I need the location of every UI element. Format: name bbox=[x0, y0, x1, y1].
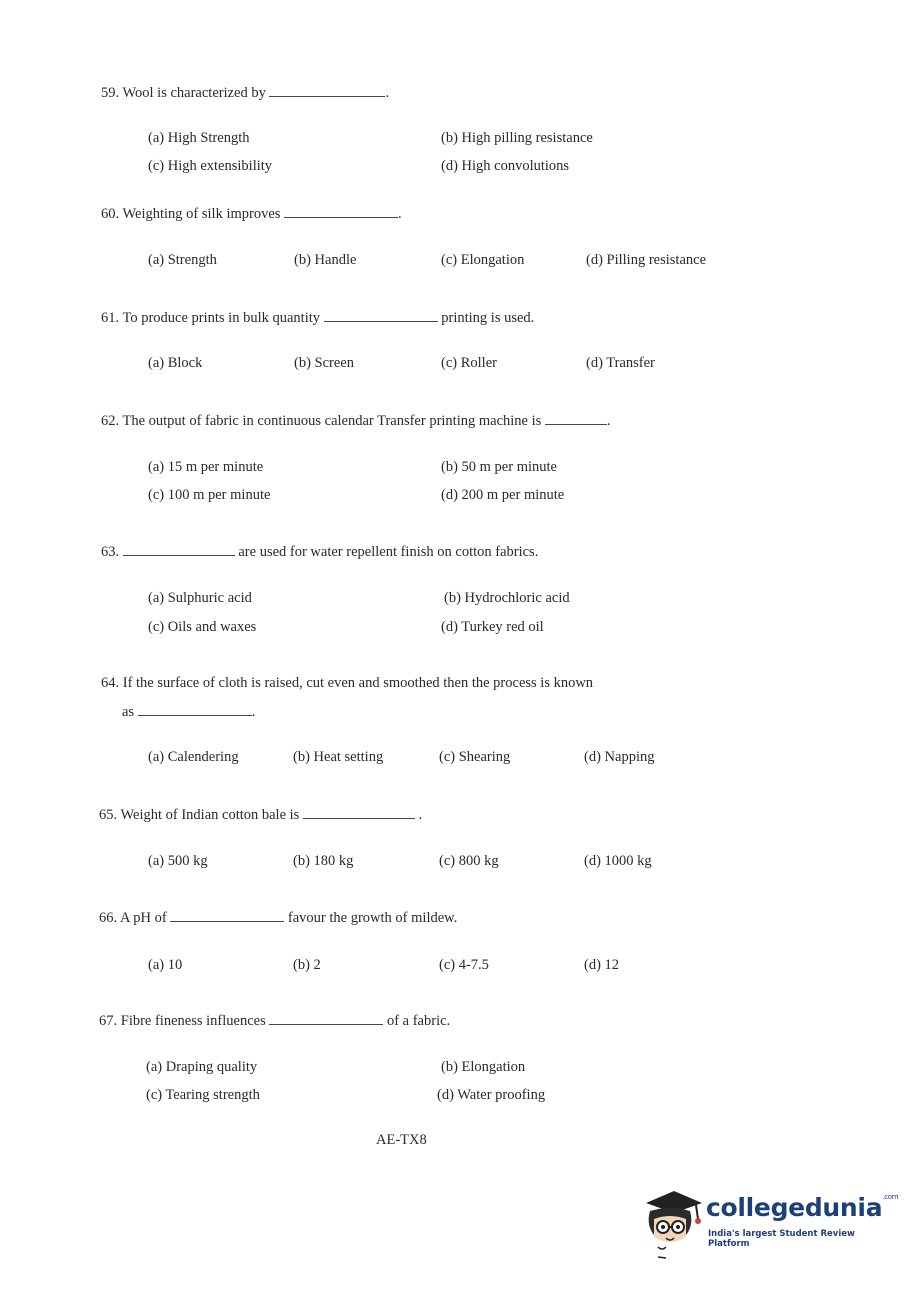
question-62-stem: 62. The output of fabric in continuous calendar Transfer printing machine is . bbox=[101, 413, 611, 429]
question-63-option-a: (a) Sulphuric acid bbox=[148, 590, 252, 606]
logo-tagline: India's largest Student Review Platform bbox=[708, 1229, 855, 1249]
question-62-option-c: (c) 100 m per minute bbox=[148, 487, 271, 503]
question-65-stem: 65. Weight of Indian cotton bale is . bbox=[99, 807, 423, 823]
question-66-option-c: (c) 4-7.5 bbox=[439, 957, 489, 973]
logo-wordmark: collegedunia bbox=[706, 1193, 883, 1222]
question-59-option-c: (c) High extensibility bbox=[148, 158, 273, 174]
question-64-option-c: (c) Shearing bbox=[439, 749, 511, 765]
question-64-option-d: (d) Napping bbox=[584, 749, 655, 765]
question-62-option-d: (d) 200 m per minute bbox=[441, 487, 565, 503]
question-67-option-a: (a) Draping quality bbox=[146, 1059, 258, 1075]
question-61-option-c: (c) Roller bbox=[441, 355, 497, 371]
question-66-option-a: (a) 10 bbox=[148, 957, 183, 973]
question-67-option-b: (b) Elongation bbox=[441, 1059, 526, 1075]
question-59-option-a: (a) High Strength bbox=[148, 130, 250, 146]
question-64-option-a: (a) Calendering bbox=[148, 749, 239, 765]
mascot-icon bbox=[640, 1185, 704, 1265]
question-61-option-d: (d) Transfer bbox=[586, 355, 655, 371]
question-65-option-a: (a) 500 kg bbox=[148, 853, 208, 869]
question-66-option-d: (d) 12 bbox=[584, 957, 620, 973]
question-63-option-d: (d) Turkey red oil bbox=[441, 619, 544, 635]
question-64-stem: 64. If the surface of cloth is raised, cut even and smoothed then the process is known bbox=[101, 675, 594, 691]
question-59-option-d: (d) High convolutions bbox=[441, 158, 570, 174]
question-60-option-c: (c) Elongation bbox=[441, 252, 525, 268]
collegedunia-logo[interactable] bbox=[640, 1185, 899, 1265]
question-65-option-b: (b) 180 kg bbox=[293, 853, 354, 869]
question-67-option-d: (d) Water proofing bbox=[437, 1087, 546, 1103]
question-63-option-c: (c) Oils and waxes bbox=[148, 619, 257, 635]
question-61-stem: 61. To produce prints in bulk quantity printing is used. bbox=[101, 310, 535, 326]
question-64-stem-line2: as . bbox=[122, 704, 256, 720]
question-64-option-b: (b) Heat setting bbox=[293, 749, 384, 765]
question-66-option-b: (b) 2 bbox=[293, 957, 321, 973]
question-59-option-b: (b) High pilling resistance bbox=[441, 130, 593, 146]
page-footer-code: AE-TX8 bbox=[376, 1132, 427, 1148]
question-66-stem: 66. A pH of favour the growth of mildew. bbox=[99, 910, 458, 926]
question-59-stem: 59. Wool is characterized by . bbox=[101, 85, 390, 101]
question-61-option-a: (a) Block bbox=[148, 355, 203, 371]
question-63-option-b: (b) Hydrochloric acid bbox=[444, 590, 570, 606]
question-60-option-a: (a) Strength bbox=[148, 252, 217, 268]
question-60-option-d: (d) Pilling resistance bbox=[586, 252, 707, 268]
question-61-option-b: (b) Screen bbox=[294, 355, 354, 371]
question-60-option-b: (b) Handle bbox=[294, 252, 357, 268]
question-62-option-b: (b) 50 m per minute bbox=[441, 459, 557, 475]
logo-suffix: .com bbox=[882, 1193, 899, 1201]
question-63-stem: 63. are used for water repellent finish on cotton fabrics. bbox=[101, 544, 539, 560]
question-67-option-c: (c) Tearing strength bbox=[146, 1087, 260, 1103]
question-67-stem: 67. Fibre fineness influences of a fabric. bbox=[99, 1013, 451, 1029]
question-65-option-c: (c) 800 kg bbox=[439, 853, 499, 869]
question-60-stem: 60. Weighting of silk improves . bbox=[101, 206, 402, 222]
question-65-option-d: (d) 1000 kg bbox=[584, 853, 652, 869]
question-62-option-a: (a) 15 m per minute bbox=[148, 459, 264, 475]
